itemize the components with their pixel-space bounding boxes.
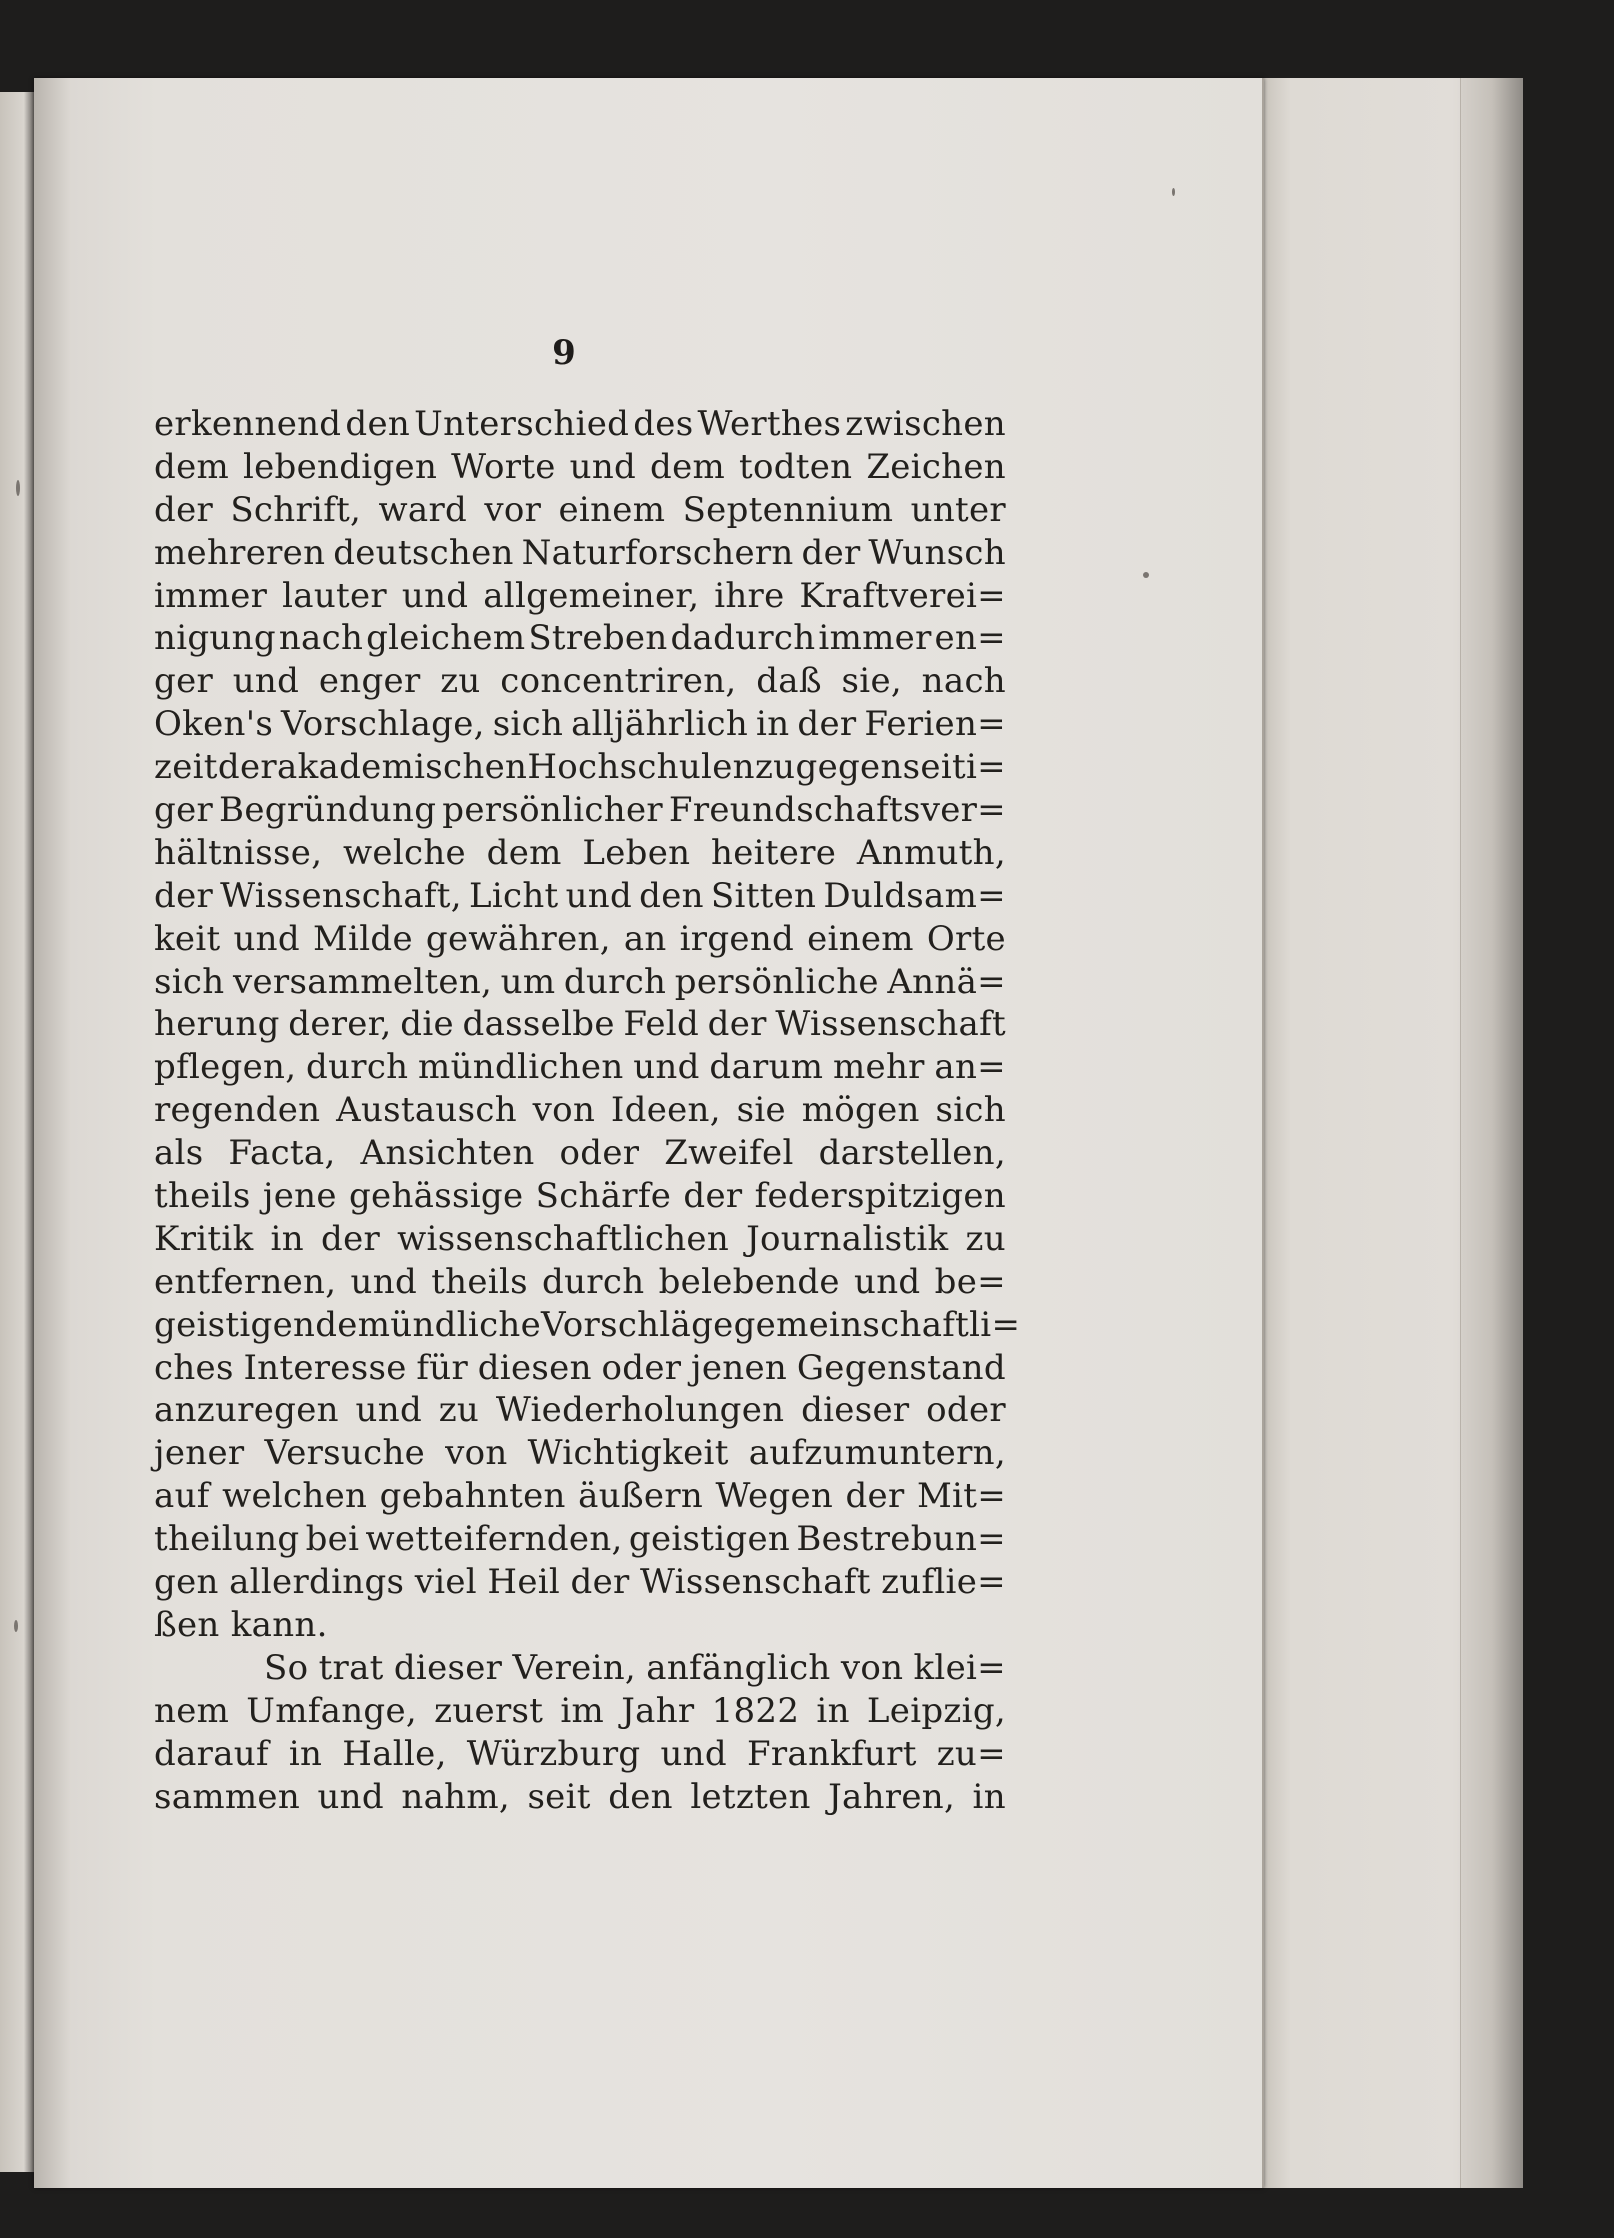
text-line: dem lebendigen Worte und dem todten Zeichen — [154, 446, 1006, 487]
text-line: geistigende mündliche Vorschläge gemeinschaftli= — [154, 1304, 1021, 1345]
text-line: als Facta, Ansichten oder Zweifel darstellen, — [154, 1133, 1006, 1174]
text-line: der Schrift, ward vor einem Septennium unter — [154, 489, 1006, 530]
text-line: ger und enger zu concentriren, daß sie, nach — [154, 661, 1006, 702]
text-line: herung derer, die dasselbe Feld der Wissenschaft — [154, 1004, 1006, 1045]
text-line: Oken's Vorschlage, sich alljährlich in der Ferien= — [154, 704, 1006, 745]
text-line: ger Begründung persönlicher Freundschaftsver= — [154, 790, 1006, 831]
text-line: pflegen, durch mündlichen und darum mehr an= — [154, 1047, 1006, 1088]
text-line: hältnisse, welche dem Leben heitere Anmuth, — [154, 832, 1006, 873]
text-line: gen allerdings viel Heil der Wissenschaft zuflie= — [154, 1562, 1006, 1603]
text-line: regenden Austausch von Ideen, sie mögen sich — [154, 1090, 1006, 1131]
text-line: theilung bei wetteifernden, geistigen Bestrebun= — [154, 1519, 1006, 1560]
text-line: nigung nach gleichem Streben dadurch immer en= — [154, 618, 1006, 659]
page-edge-line — [1262, 78, 1264, 2188]
text-line: erkennend den Unterschied des Werthes zwischen — [154, 404, 1006, 444]
text-line: jener Versuche von Wichtigkeit aufzumuntern, — [154, 1433, 1006, 1474]
text-line: theils jene gehässige Schärfe der federspitzigen — [154, 1176, 1006, 1217]
text-line: sich versammelten, um durch persönliche Annä= — [154, 961, 1006, 1002]
text-line: auf welchen gebahnten äußern Wegen der Mit= — [154, 1476, 1006, 1517]
text-line: anzuregen und zu Wiederholungen dieser oder — [154, 1390, 1006, 1431]
text-line: sammen und nahm, seit den letzten Jahren, in — [154, 1776, 1006, 1817]
paper-speck — [1143, 572, 1149, 578]
text-line: darauf in Halle, Würzburg und Frankfurt zu= — [154, 1733, 1006, 1774]
book-page — [34, 78, 1264, 2188]
left-page-edge — [0, 92, 34, 2172]
page-number: 9 — [552, 333, 576, 373]
text-line: der Wissenschaft, Licht und den Sitten Duldsam= — [154, 875, 1006, 916]
text-line: zeit der akademischen Hochschulen zu gegenseiti= — [154, 747, 1006, 788]
paper-speck — [1172, 188, 1175, 196]
paper-speck — [16, 480, 20, 496]
text-line: nem Umfange, zuerst im Jahr 1822 in Leipzig, — [154, 1690, 1006, 1731]
text-line: keit und Milde gewähren, an irgend einem Orte — [154, 918, 1006, 959]
paper-speck — [14, 1620, 18, 1632]
text-line: mehreren deutschen Naturforschern der Wunsch — [154, 532, 1006, 573]
page-stack-outer-edge — [1460, 78, 1523, 2188]
body-text — [154, 403, 1021, 1818]
text-line: ßen kann. — [154, 1604, 328, 1645]
text-line: entfernen, und theils durch belebende und be= — [154, 1261, 1006, 1302]
text-line: immer lauter und allgemeiner, ihre Kraftverei= — [154, 575, 1006, 616]
text-line: ches Interesse für diesen oder jenen Gegenstand — [154, 1347, 1006, 1388]
text-line: So trat dieser Verein, anfänglich von klei= — [264, 1647, 1006, 1688]
text-line: Kritik in der wissenschaftlichen Journalistik zu — [154, 1218, 1006, 1259]
